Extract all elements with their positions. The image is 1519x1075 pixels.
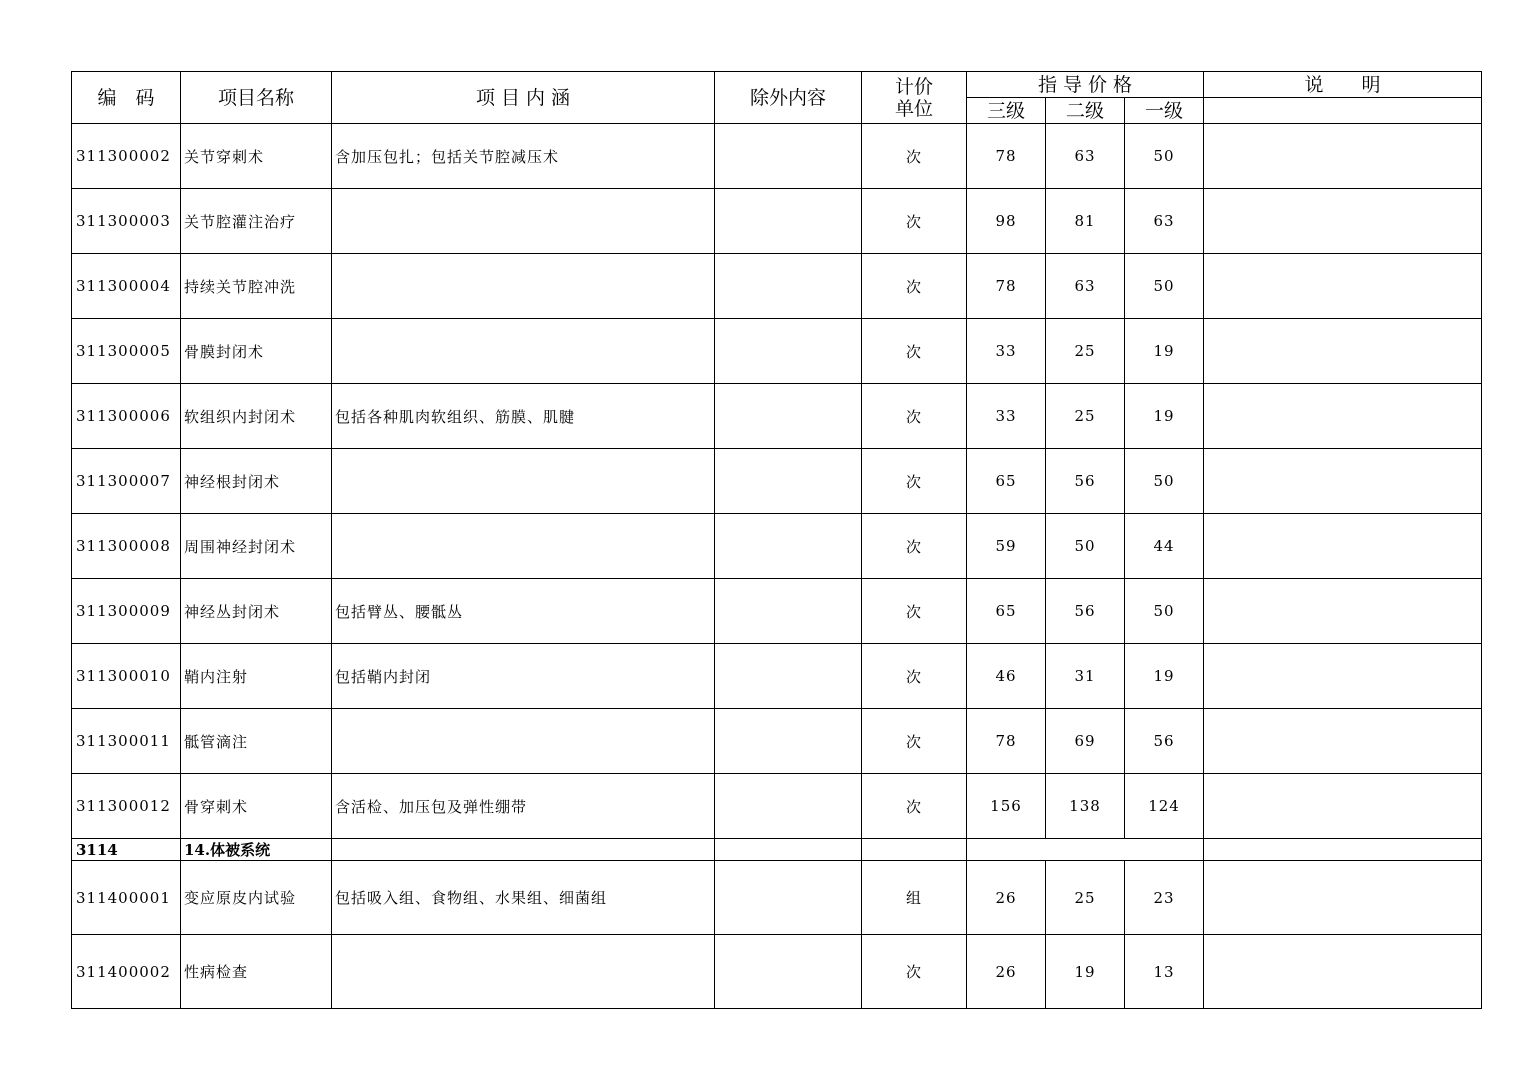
- price-level1: 50: [1125, 254, 1204, 319]
- price-level1: 124: [1125, 774, 1204, 839]
- item-content: [332, 319, 715, 384]
- item-code: 311300011: [72, 709, 181, 774]
- item-content: 包括鞘内封闭: [332, 644, 715, 709]
- item-excluded: [715, 709, 862, 774]
- item-unit: 次: [862, 384, 967, 449]
- item-note: [1204, 319, 1482, 384]
- item-content: [332, 449, 715, 514]
- item-code: 311300007: [72, 449, 181, 514]
- item-content: 包括吸入组、食物组、水果组、细菌组: [332, 861, 715, 935]
- price-level3: 33: [967, 319, 1046, 384]
- item-code: 311300009: [72, 579, 181, 644]
- item-content: [332, 254, 715, 319]
- item-excluded: [715, 449, 862, 514]
- section-empty-note: [1204, 839, 1482, 861]
- table-body-a: [72, 124, 1482, 839]
- price-level3: 65: [967, 449, 1046, 514]
- header-code: 编 码: [72, 72, 181, 124]
- item-name: 变应原皮内试验: [181, 861, 332, 935]
- item-excluded: [715, 124, 862, 189]
- table-row: [72, 644, 1482, 709]
- header-notes: 说 明: [1204, 72, 1482, 98]
- item-code: 311400002: [72, 935, 181, 1009]
- price-level2: 69: [1046, 709, 1125, 774]
- item-unit: 组: [862, 861, 967, 935]
- header-excluded: 除外内容: [715, 72, 862, 124]
- price-level1: 44: [1125, 514, 1204, 579]
- price-level3: 65: [967, 579, 1046, 644]
- item-content: [332, 709, 715, 774]
- section-empty-excluded: [715, 839, 862, 861]
- table-row: [72, 124, 1482, 189]
- price-level3: 98: [967, 189, 1046, 254]
- item-name: 关节穿刺术: [181, 124, 332, 189]
- table-row: [72, 189, 1482, 254]
- header-level1: 一级: [1125, 98, 1204, 124]
- item-content: 包括臂丛、腰骶丛: [332, 579, 715, 644]
- item-content: [332, 935, 715, 1009]
- item-excluded: [715, 384, 862, 449]
- item-note: [1204, 254, 1482, 319]
- price-level2: 63: [1046, 124, 1125, 189]
- price-level1: 50: [1125, 449, 1204, 514]
- item-name: 鞘内注射: [181, 644, 332, 709]
- header-row-1: [72, 72, 1482, 98]
- item-unit: 次: [862, 514, 967, 579]
- table-row: [72, 709, 1482, 774]
- price-level1: 63: [1125, 189, 1204, 254]
- price-level2: 25: [1046, 861, 1125, 935]
- price-level1: 19: [1125, 384, 1204, 449]
- item-unit: 次: [862, 579, 967, 644]
- section-empty-unit: [862, 839, 967, 861]
- table-row: [72, 254, 1482, 319]
- section-name: 14.体被系统: [181, 839, 332, 861]
- price-level2: 19: [1046, 935, 1125, 1009]
- item-note: [1204, 449, 1482, 514]
- item-code: 311300004: [72, 254, 181, 319]
- item-name: 软组织内封闭术: [181, 384, 332, 449]
- header-level3: 三级: [967, 98, 1046, 124]
- item-excluded: [715, 774, 862, 839]
- item-note: [1204, 774, 1482, 839]
- item-name: 神经丛封闭术: [181, 579, 332, 644]
- section-row: [72, 839, 1482, 861]
- item-excluded: [715, 861, 862, 935]
- price-level1: 56: [1125, 709, 1204, 774]
- item-unit: 次: [862, 774, 967, 839]
- item-name: 持续关节腔冲洗: [181, 254, 332, 319]
- table-row: [72, 449, 1482, 514]
- table-row: [72, 935, 1482, 1009]
- price-table: [71, 71, 1482, 1009]
- item-note: [1204, 935, 1482, 1009]
- table-row: [72, 514, 1482, 579]
- item-unit: 次: [862, 935, 967, 1009]
- item-note: [1204, 514, 1482, 579]
- header-unit: [862, 72, 967, 124]
- item-code: 311300002: [72, 124, 181, 189]
- table-row: [72, 861, 1482, 935]
- item-code: 311300005: [72, 319, 181, 384]
- table-body-b: [72, 861, 1482, 1009]
- price-level3: 26: [967, 935, 1046, 1009]
- price-level3: 78: [967, 254, 1046, 319]
- item-excluded: [715, 514, 862, 579]
- header-level2: 二级: [1046, 98, 1125, 124]
- price-level2: 50: [1046, 514, 1125, 579]
- item-code: 311400001: [72, 861, 181, 935]
- item-code: 311300006: [72, 384, 181, 449]
- header-notes-sub: [1204, 98, 1482, 124]
- item-excluded: [715, 254, 862, 319]
- item-excluded: [715, 935, 862, 1009]
- price-level1: 23: [1125, 861, 1204, 935]
- item-unit: 次: [862, 644, 967, 709]
- item-excluded: [715, 579, 862, 644]
- item-content: [332, 189, 715, 254]
- item-unit: 次: [862, 189, 967, 254]
- price-level3: 46: [967, 644, 1046, 709]
- item-code: 311300012: [72, 774, 181, 839]
- price-level2: 81: [1046, 189, 1125, 254]
- price-level3: 59: [967, 514, 1046, 579]
- price-level1: 19: [1125, 644, 1204, 709]
- header-content: 项 目 内 涵: [332, 72, 715, 124]
- price-level2: 56: [1046, 449, 1125, 514]
- header-name: 项目名称: [181, 72, 332, 124]
- price-level1: 19: [1125, 319, 1204, 384]
- section-code: 3114: [72, 839, 181, 861]
- item-code: 311300003: [72, 189, 181, 254]
- header-unit-line1: 计价: [894, 75, 933, 98]
- item-note: [1204, 124, 1482, 189]
- price-level1: 50: [1125, 124, 1204, 189]
- table-row: [72, 579, 1482, 644]
- item-unit: 次: [862, 709, 967, 774]
- section-body: [72, 839, 1482, 861]
- item-note: [1204, 709, 1482, 774]
- section-empty-prices: [967, 839, 1204, 861]
- item-note: [1204, 861, 1482, 935]
- header-unit-line2: 单位: [894, 97, 933, 120]
- price-level1: 13: [1125, 935, 1204, 1009]
- item-code: 311300008: [72, 514, 181, 579]
- item-unit: 次: [862, 319, 967, 384]
- item-excluded: [715, 189, 862, 254]
- item-unit: 次: [862, 254, 967, 319]
- item-content: 含活检、加压包及弹性绷带: [332, 774, 715, 839]
- item-name: 性病检查: [181, 935, 332, 1009]
- price-level2: 25: [1046, 319, 1125, 384]
- price-level3: 78: [967, 124, 1046, 189]
- price-level2: 138: [1046, 774, 1125, 839]
- price-level3: 78: [967, 709, 1046, 774]
- item-excluded: [715, 644, 862, 709]
- item-code: 311300010: [72, 644, 181, 709]
- price-level2: 56: [1046, 579, 1125, 644]
- price-level3: 33: [967, 384, 1046, 449]
- header-guide-price: 指 导 价 格: [967, 72, 1204, 98]
- section-empty-content: [332, 839, 715, 861]
- item-name: 关节腔灌注治疗: [181, 189, 332, 254]
- price-level2: 63: [1046, 254, 1125, 319]
- item-name: 骶管滴注: [181, 709, 332, 774]
- item-content: 含加压包扎；包括关节腔减压术: [332, 124, 715, 189]
- item-unit: 次: [862, 124, 967, 189]
- item-content: 包括各种肌肉软组织、筋膜、肌腱: [332, 384, 715, 449]
- price-level2: 31: [1046, 644, 1125, 709]
- item-name: 骨膜封闭术: [181, 319, 332, 384]
- item-name: 周围神经封闭术: [181, 514, 332, 579]
- item-note: [1204, 189, 1482, 254]
- item-content: [332, 514, 715, 579]
- price-level1: 50: [1125, 579, 1204, 644]
- item-name: 骨穿刺术: [181, 774, 332, 839]
- item-unit: 次: [862, 449, 967, 514]
- item-note: [1204, 644, 1482, 709]
- price-level3: 156: [967, 774, 1046, 839]
- table-row: [72, 319, 1482, 384]
- price-level2: 25: [1046, 384, 1125, 449]
- item-name: 神经根封闭术: [181, 449, 332, 514]
- item-excluded: [715, 319, 862, 384]
- table-row: [72, 774, 1482, 839]
- item-note: [1204, 579, 1482, 644]
- item-note: [1204, 384, 1482, 449]
- table-row: [72, 384, 1482, 449]
- price-level3: 26: [967, 861, 1046, 935]
